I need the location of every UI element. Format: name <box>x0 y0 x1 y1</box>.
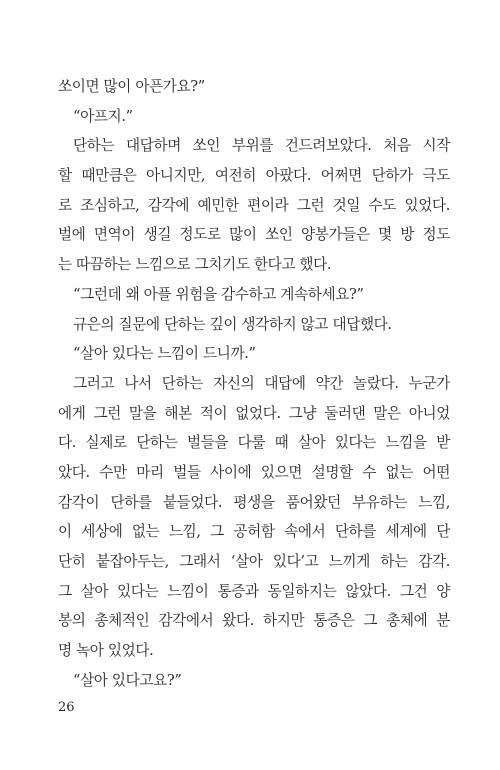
text-line: 쏘이면 많이 아픈가요?” <box>58 78 205 95</box>
text-line: 그러고 나서 단하는 자신의 대답에 약간 놀랐다. 누군가 <box>73 374 450 392</box>
text-line: 규은의 질문에 단하는 깊이 생각하지 않고 대답했다. <box>73 315 392 333</box>
text-line: 로 조심하고, 감각에 예민한 편이라 그런 것일 수도 있었다. <box>58 196 450 214</box>
dialogue-line: “그런데 왜 아플 위험을 감수하고 계속하세요?” <box>73 285 364 303</box>
dialogue-line: “아프지.” <box>73 107 133 125</box>
text-line: 는 따끔하는 느낌으로 그치기도 한다고 했다. <box>58 256 332 274</box>
dialogue-line: “살아 있다는 느낌이 드니까.” <box>73 345 256 363</box>
text-line: 이 세상에 없는 느낌, 그 공허함 속에서 단하를 세계에 단 <box>58 523 450 541</box>
dialogue-line: “살아 있다고요?” <box>73 671 182 689</box>
text-line: 봉의 총체적인 감각에서 왔다. 하지만 통증은 그 총체에 분 <box>58 612 450 630</box>
text-line: 할 때만큼은 아니지만, 여전히 아팠다. 어쩌면 단하가 극도 <box>58 167 450 185</box>
text-line: 다. 실제로 단하는 벌들을 다룰 때 살아 있다는 느낌을 받 <box>58 434 450 452</box>
page-number: 26 <box>58 700 75 715</box>
text-line: 았다. 수만 마리 벌들 사이에 있으면 설명할 수 없는 어떤 <box>58 463 450 481</box>
text-line: 벌에 면역이 생길 정도로 많이 쏘인 양봉가들은 몇 방 정도 <box>58 226 450 244</box>
text-line: 그 살아 있다는 느낌이 통증과 동일하지는 않았다. 그건 양 <box>58 582 450 600</box>
text-line: 명 녹아 있었다. <box>58 642 154 660</box>
text-line: 단하는 대답하며 쏘인 부위를 건드려보았다. 처음 시작 <box>73 137 450 155</box>
text-line: 단히 붙잡아두는, 그래서 ‘살아 있다’고 느끼게 하는 감각. <box>58 553 450 570</box>
book-page-text <box>58 72 450 695</box>
text-line: 감각이 단하를 붙들었다. 평생을 품어왔던 부유하는 느낌, <box>58 493 450 511</box>
text-line: 에게 그런 말을 해본 적이 없었다. 그냥 둘러댄 말은 아니었 <box>58 404 450 422</box>
